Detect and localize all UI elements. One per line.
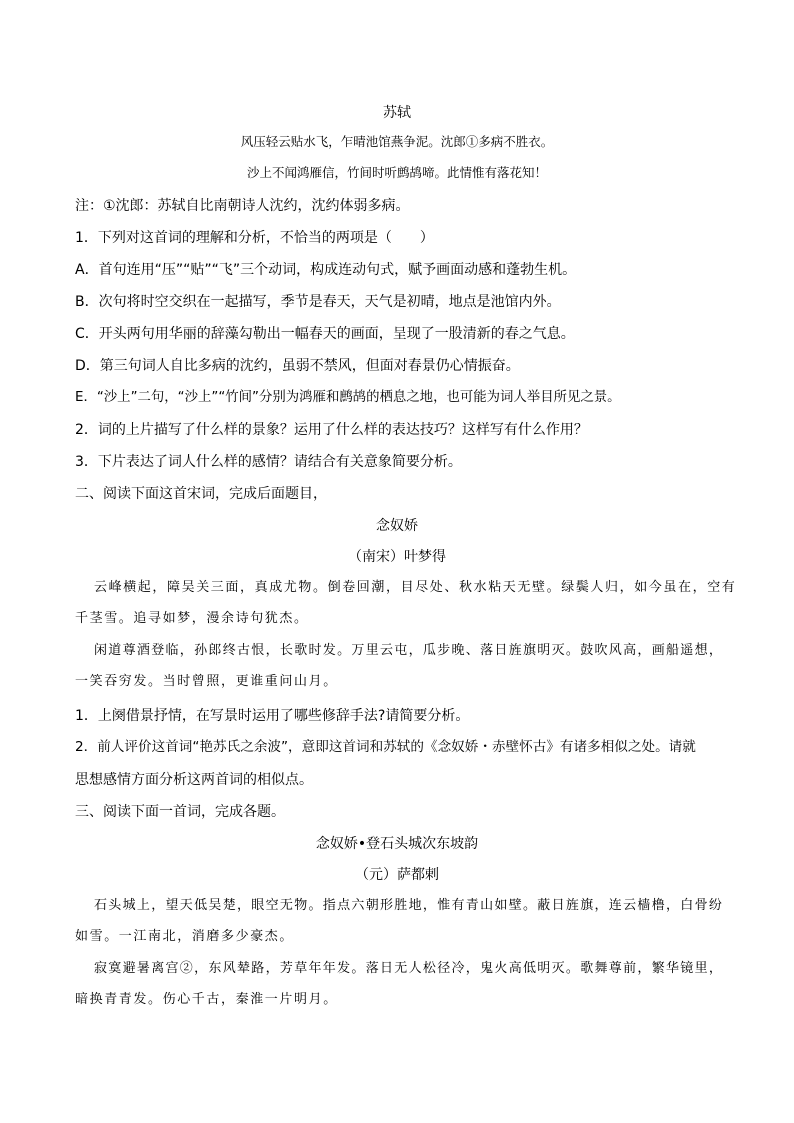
poem3-stanza1-line1: 石头城上，望天低吴楚，眼空无物。指点六朝形胜地，惟有青山如壁。蔽日旌旗，连云樯橹，白骨纷 [94,898,724,913]
poem2-stanza2-line1: 闲道尊酒登临，孙郎终古恨，长歌时发。万里云屯，瓜步晚、落日旌旗明灭。鼓吹风高，画船遥想， [94,643,724,658]
section3-heading: 三、阅读下面一首词，完成各题。 [75,804,285,820]
section1-question-3: 3．下片表达了词人什么样的感情？请结合有关意象简要分析。 [75,454,462,470]
poem3-stanza2-line2: 暗换青青发。伤心千古，秦淮一片明月。 [75,992,338,1007]
section2-question-1: 1．上阕借景抒情，在写景时运用了哪些修辞手法?请简要分析。 [75,708,470,724]
section1-question-2: 2．词的上片描写了什么样的景象？运用了什么样的表达技巧？这样写有什么作用？ [75,422,588,438]
poem3-author: （元）萨都剌 [355,867,439,883]
poem3-title: 念奴娇•登石头城次东坡韵 [315,836,479,852]
option-b: B．次句将时空交织在一起描写，季节是春天，天气是初晴，地点是池馆内外。 [75,294,561,310]
section1-question-1: 1．下列对这首词的理解和分析，不恰当的两项是（ ） [75,230,434,246]
section2-question-2: 2．前人评价这首词“艳苏氏之余波”，意即这首词和苏轼的《念奴娇・赤壁怀古》有诸多相似之处。请就 [75,739,696,755]
poem3-stanza1-line2: 如雪。一江南北，消磨多少豪杰。 [75,929,295,944]
poem2-stanza1-line1: 云峰横起，障吴关三面，真成尤物。倒卷回潮，目尽处、秋水粘天无壁。绿鬓人归，如今虽在，空有 [94,580,737,595]
option-e: E．“沙上”二句，“沙上”“竹间”分别为鸿雁和鹧鸪的栖息之地，也可能为词人举目所见之景。 [75,390,621,405]
poem1-title: 苏轼 [383,105,411,121]
option-c: C．开头两句用华丽的辞藻勾勒出一幅春天的画面，呈现了一股清新的春之气息。 [75,326,575,342]
poem2-title: 念奴娇 [376,518,418,534]
section1-note: 注：①沈郎：苏轼自比南朝诗人沈约，沈约体弱多病。 [75,198,410,214]
poem2-stanza1-line2: 千茎雪。追寻如梦，漫余诗句犹杰。 [75,611,309,626]
poem3-stanza2-line1: 寂寞避暑离宫②，东风辇路，芳草年年发。落日无人松径冷，鬼火高低明灭。歌舞尊前，繁华镜里， [94,961,724,976]
poem1-line1: 风压轻云贴水飞，乍晴池馆燕争泥。沈郎①多病不胜衣。 [240,134,554,149]
section2-heading: 二、阅读下面这首宋词，完成后面题目， [75,486,327,502]
poem1-line2: 沙上不闻鸿雁信，竹间时听鹧鸪啼。此情惟有落花知！ [246,165,547,180]
option-a: A．首句连用“压”“贴”“飞”三个动词，构成连动句式，赋予画面动感和蓬勃生机。 [75,262,577,278]
poem2-author: （南宋）叶梦得 [348,549,446,565]
poem2-stanza2-line2: 一笑吞穷发。当时曾照，更谁重问山月。 [75,674,338,689]
section2-question-2-cont: 思想感情方面分析这两首词的相似点。 [75,772,313,788]
option-d: D．第三句词人自比多病的沈约，虽弱不禁风，但面对春景仍心情振奋。 [75,358,520,374]
